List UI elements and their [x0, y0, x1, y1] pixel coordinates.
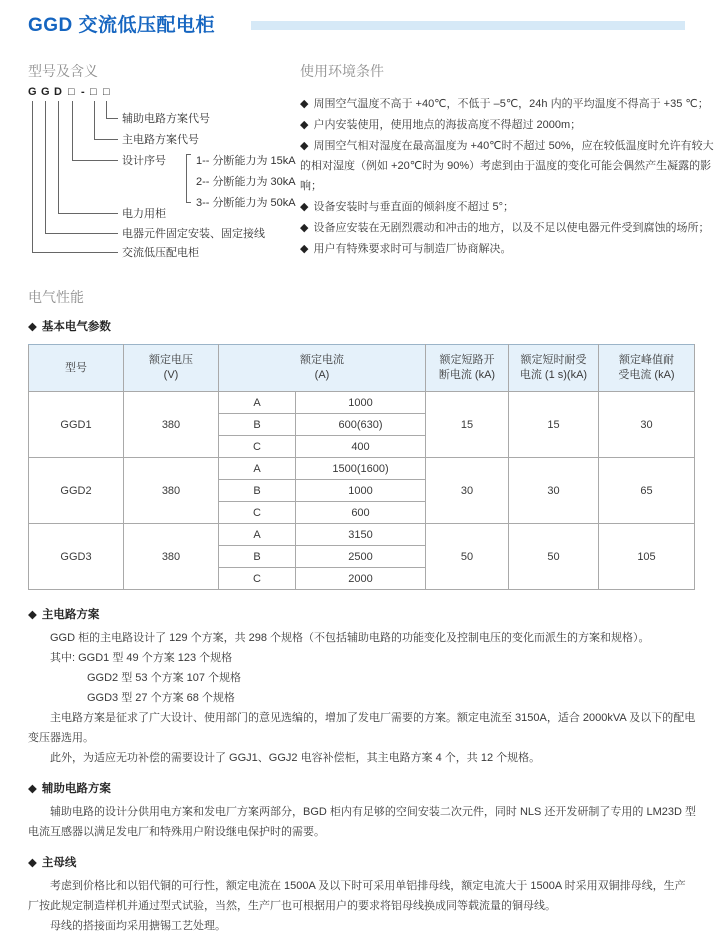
- code-char: □: [68, 86, 75, 98]
- bracket-line: [186, 154, 187, 202]
- diagram-connector-line: [106, 101, 107, 118]
- code-char: -: [81, 86, 85, 98]
- cell-peak: 105: [599, 524, 695, 590]
- cell-current-group: A: [219, 458, 296, 480]
- design-option: 3-- 分断能力为 50kA: [196, 197, 296, 209]
- cell-voltage: 380: [124, 392, 219, 458]
- table-row: [29, 458, 695, 480]
- diagram-connector-line: [45, 233, 118, 234]
- header-line: 额定电压: [149, 354, 193, 366]
- bullet-text: 用户有特殊要求时可与制造厂协商解决。: [313, 243, 512, 255]
- cell-current-value: 2000: [296, 568, 426, 590]
- main-circuit-paragraph: GGD3 型 27 个方案 68 个规格: [87, 692, 235, 704]
- diamond-bullet-icon: ◆: [300, 119, 309, 131]
- header-model: 型号: [29, 345, 124, 392]
- busbar-heading: [28, 854, 696, 870]
- bullet-text: 周围空气温度不高于 +40℃，不低于 –5℃，24h 内的平均温度不得高于 +35 ℃；: [313, 98, 709, 110]
- diagram-connector-line: [94, 139, 118, 140]
- aux-circuit-heading: [28, 780, 696, 796]
- environment-bullet: [300, 115, 720, 135]
- header-current: [219, 345, 426, 392]
- header-breaking-current: [426, 345, 509, 392]
- busbar-paragraph: 母线的搭接面均采用搪锡工艺处理。: [50, 920, 226, 932]
- main-circuit-paragraph: GGD 柜的主电路设计了 129 个方案，共 298 个规格（不包括辅助电路的功能变化及控制电压的变化而派生的方案和规格）。: [50, 632, 650, 644]
- cell-peak: 65: [599, 458, 695, 524]
- environment-bullet: [300, 94, 720, 114]
- label-aux-circuit-code: 辅助电路方案代号: [122, 113, 210, 125]
- bullet-text: 周围空气相对湿度在最高温度为 +40℃时不超过 50%，应在较低温度时允许有较大的相对湿度（例如 +20℃时为 90%）考虑到由于温度的变化可能会偶然产生凝露的影响；: [300, 140, 714, 192]
- main-circuit-paragraph: 主电路方案是征求了广大设计、使用部门的意见选编的，增加了发电厂需要的方案。额定电流至 3150A，适合 2000kVA 及以下的配电变压器选用。: [28, 712, 696, 744]
- cell-current-group: C: [219, 436, 296, 458]
- diamond-bullet-icon: ◆: [300, 140, 309, 152]
- cell-voltage: 380: [124, 458, 219, 524]
- basic-params-heading: [28, 318, 111, 334]
- cell-model: GGD2: [29, 458, 124, 524]
- header-withstand-current: [509, 345, 599, 392]
- heading-text: 主母线: [41, 857, 77, 869]
- design-option: 1-- 分断能力为 15kA: [196, 155, 296, 167]
- header-line: (V): [163, 369, 179, 381]
- design-option: 2-- 分断能力为 30kA: [196, 176, 296, 188]
- cell-withstand: 50: [509, 524, 599, 590]
- cell-voltage: 380: [124, 524, 219, 590]
- diagram-connector-line: [106, 118, 118, 119]
- header-line: 额定短路开: [439, 354, 495, 366]
- heading-text: 辅助电路方案: [41, 783, 111, 795]
- cell-breaking: 15: [426, 392, 509, 458]
- label-design-number: 设计序号: [122, 155, 166, 167]
- diagram-connector-line: [58, 213, 118, 214]
- electrical-heading: 电气性能: [28, 289, 84, 305]
- page-title: GGD 交流低压配电柜: [28, 15, 216, 36]
- cell-withstand: 15: [509, 392, 599, 458]
- header-line: 额定峰值耐: [619, 354, 674, 366]
- bullet-text: 设备应安装在无剧烈震动和冲击的地方，以及不足以使电器元件受到腐蚀的场所；: [313, 222, 710, 234]
- main-circuit-paragraph: GGD2 型 53 个方案 107 个规格: [87, 672, 242, 684]
- environment-bullet: [300, 136, 720, 196]
- code-char: D: [54, 86, 62, 98]
- diagram-connector-line: [72, 101, 73, 160]
- cell-current-value: 600: [296, 502, 426, 524]
- cell-current-value: 2500: [296, 546, 426, 568]
- diamond-bullet-icon: ◆: [300, 98, 309, 110]
- main-circuit-heading: [28, 606, 696, 622]
- main-circuit-paragraph: 此外，为适应无功补偿的需要设计了 GGJ1、GGJ2 电容补偿柜，其主电路方案 4 个，共 12 个规格。: [50, 752, 541, 764]
- cell-current-value: 3150: [296, 524, 426, 546]
- environment-bullet-list: [300, 94, 720, 259]
- label-fixed-mounting: 电器元件固定安装、固定接线: [122, 228, 265, 240]
- cell-current-group: A: [219, 524, 296, 546]
- code-char: G: [41, 86, 50, 98]
- cell-breaking: 50: [426, 524, 509, 590]
- text-sections: [28, 606, 696, 936]
- diagram-connector-line: [32, 101, 33, 252]
- cell-current-value: 1500(1600): [296, 458, 426, 480]
- basic-params-text: 基本电气参数: [41, 321, 111, 333]
- basic-electrical-parameters-table: [28, 344, 695, 590]
- diagram-connector-line: [45, 101, 46, 233]
- aux-circuit-paragraph: 辅助电路的设计分供用电方案和发电厂方案两部分，BGD 柜内有足够的空间安装二次元件，同时 NLS 还开发研制了专用的 LM23D 型电流互感器以满足发电厂和特殊用户附设继电保护时的需要。: [28, 806, 696, 838]
- environment-bullet: [300, 239, 720, 259]
- header-voltage: [124, 345, 219, 392]
- cell-peak: 30: [599, 392, 695, 458]
- diamond-bullet-icon: ◆: [28, 857, 37, 869]
- title-accent-bar: [251, 21, 685, 30]
- environment-heading: 使用环境条件: [300, 63, 384, 79]
- cell-withstand: 30: [509, 458, 599, 524]
- cell-current-group: C: [219, 568, 296, 590]
- diagram-connector-line: [94, 101, 95, 139]
- parameters-table-wrapper: [28, 344, 695, 590]
- header-line: 断电流 (kA): [438, 369, 496, 381]
- diamond-bullet-icon: ◆: [300, 201, 309, 213]
- diamond-bullet-icon: ◆: [28, 609, 37, 621]
- bracket-line: [186, 202, 191, 203]
- bullet-text: 设备安装时与垂直面的倾斜度不超过 5°；: [313, 201, 515, 213]
- diamond-bullet-icon: ◆: [300, 222, 309, 234]
- header-line: 额定电流: [300, 354, 344, 366]
- environment-bullet: [300, 218, 720, 238]
- main-circuit-paragraph: 其中: GGD1 型 49 个方案 123 个规格: [50, 652, 233, 664]
- environment-section: [300, 61, 720, 260]
- table-row: [29, 392, 695, 414]
- bullet-text: 户内安装使用，使用地点的海拔高度不得超过 2000m；: [313, 119, 582, 131]
- diamond-bullet-icon: ◆: [28, 783, 37, 795]
- header-line: 额定短时耐受: [520, 354, 587, 366]
- cell-current-group: B: [219, 546, 296, 568]
- code-char: G: [28, 86, 37, 98]
- header-peak-current: [599, 345, 695, 392]
- label-lv-cabinet: 交流低压配电柜: [122, 247, 199, 259]
- cell-current-group: B: [219, 414, 296, 436]
- diagram-connector-line: [32, 252, 118, 253]
- cell-model: GGD3: [29, 524, 124, 590]
- cell-current-value: 400: [296, 436, 426, 458]
- busbar-paragraph: 考虑到价格比和以铝代铜的可行性，额定电流在 1500A 及以下时可采用单铝排母线，额定电流大于 1500A 时采用双铜排母线，生产厂按此规定制造样机并通过型式试验，当然，生产厂也可根据用户的要求将铝母线换成同等载流量的铜母线。: [28, 880, 686, 912]
- cell-model: GGD1: [29, 392, 124, 458]
- cell-current-value: 1000: [296, 392, 426, 414]
- bracket-line: [186, 154, 191, 155]
- heading-text: 主电路方案: [41, 609, 100, 621]
- diamond-bullet-icon: ◆: [300, 243, 309, 255]
- cell-current-group: C: [219, 502, 296, 524]
- cell-breaking: 30: [426, 458, 509, 524]
- cell-current-group: B: [219, 480, 296, 502]
- code-char: □: [90, 86, 97, 98]
- code-char: □: [103, 86, 110, 98]
- cell-current-value: 1000: [296, 480, 426, 502]
- model-code-diagram: [28, 86, 308, 272]
- table-row: [29, 524, 695, 546]
- header-line: (A): [314, 369, 330, 381]
- diagram-connector-line: [58, 101, 59, 213]
- environment-bullet: [300, 197, 720, 217]
- diagram-connector-line: [72, 160, 118, 161]
- diamond-bullet-icon: ◆: [28, 321, 37, 333]
- label-power-cabinet: 电力用柜: [122, 208, 166, 220]
- header-line: 受电流 (kA): [618, 369, 675, 381]
- table-header-row: [29, 345, 695, 392]
- label-main-circuit-code: 主电路方案代号: [122, 134, 199, 146]
- header-line: 电流 (1 s)(kA): [519, 369, 588, 381]
- cell-current-group: A: [219, 392, 296, 414]
- cell-current-value: 600(630): [296, 414, 426, 436]
- model-section-heading: 型号及含义: [28, 63, 98, 79]
